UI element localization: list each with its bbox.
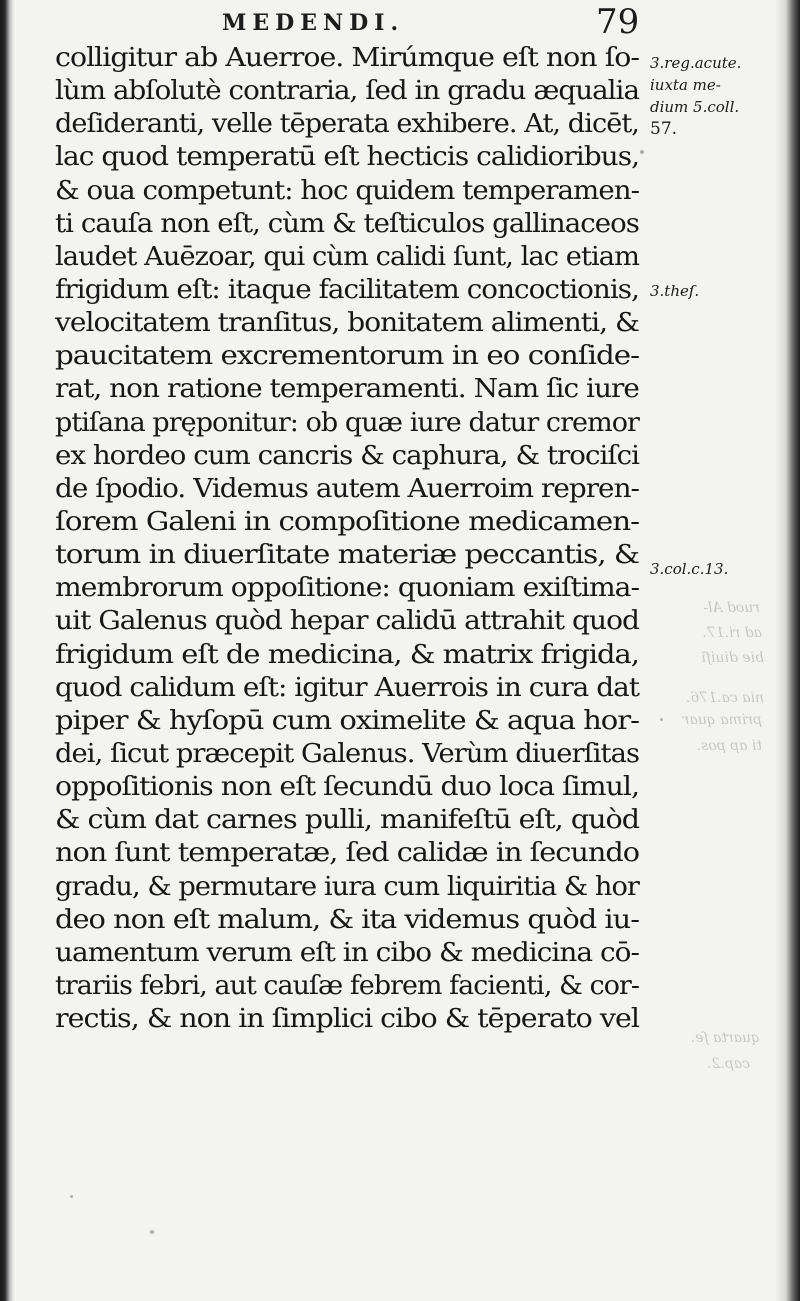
- running-title: MEDENDI.: [222, 10, 405, 36]
- ink-speck: [660, 718, 663, 721]
- text-line: dei, ſicut præcepit Galenus. Verùm diuerſitas: [55, 738, 640, 769]
- margin-note: 3.col.c.13.: [650, 560, 729, 578]
- text-line: ſorem Galeni in compoſitione medicamen-: [55, 506, 639, 537]
- text-line: & cùm dat carnes pulli, manifeſtū eſt, quòd: [55, 805, 639, 836]
- body-text: [55, 42, 650, 1036]
- text-line: lac quod temperatū eſt hecticis calidioribus,: [55, 142, 640, 173]
- text-line: de ſpodio. Videmus autem Auerroim repren-: [55, 473, 640, 504]
- text-line: & oua competunt: hoc quidem temperamen-: [55, 175, 640, 206]
- text-line: ptiſana pręponitur: ob quæ iure datur cremor: [55, 407, 640, 438]
- text-line: uamentum verum eſt in cibo & medicina cō-: [55, 937, 639, 968]
- text-line: rectis, & non in ſimplici cibo & tēperato vel: [55, 1004, 640, 1035]
- text-line: piper & hyſopū cum oximelite & aqua hor-: [55, 705, 639, 736]
- text-line: colligitur ab Auerroe. Mirúmque eſt non ſo-: [55, 43, 639, 73]
- text-line: oppoſitionis non eſt ſecundū duo loca ſimul,: [55, 772, 640, 803]
- text-line: frigidum eſt: itaque facilitatem concoctionis,: [55, 274, 639, 305]
- text-line: torum in diuerſitate materiæ peccantis, &: [55, 540, 639, 571]
- text-line: gradu, & permutare iura cum liquiritia & hor: [55, 871, 639, 902]
- page-number: 79: [596, 2, 640, 42]
- ink-speck: [640, 150, 644, 154]
- page-edge-shadow: [776, 0, 800, 1301]
- text-line: paucitatem excrementorum in eo conſide-: [55, 341, 639, 372]
- text-line: ti cauſa non eſt, cùm & teſticulos gallinaceos: [55, 208, 639, 239]
- text-line: membrorum oppoſitione: quoniam exiſtima-: [55, 573, 640, 604]
- text-line: quod calidum eſt: igitur Auerrois in cura dat: [55, 672, 639, 703]
- text-line: laudet Auēzoar, qui cùm calidi ſunt, lac etiam: [55, 241, 639, 272]
- show-through-text: ruod Al- ad ri.17. bie diuiſi nia ca.176. prima quar ti ap pos. quarta ſe. cap.2.: [682, 600, 764, 1072]
- ink-speck: [150, 1230, 154, 1234]
- text-line: deo non eſt malum, & ita videmus quòd iu-: [55, 904, 639, 935]
- text-line: rat, non ratione temperamenti. Nam ſic iure: [55, 374, 639, 405]
- text-line: trariis febri, aut cauſæ febrem facienti, & cor-: [55, 970, 640, 1001]
- ink-speck: [70, 1195, 73, 1198]
- page-header: [222, 2, 662, 42]
- text-line: lùm abſolutè contraria, ſed in gradu æqualia: [55, 76, 640, 107]
- text-line: ex hordeo cum cancris & caphura, & trociſci: [55, 440, 640, 471]
- text-line: velocitatem tranſitus, bonitatem alimenti, &: [55, 308, 639, 339]
- margin-note: 3.theſ.: [650, 282, 700, 300]
- text-line: frigidum eſt de medicina, & matrix frigida,: [55, 639, 639, 670]
- text-line: deſideranti, velle tēperata exhibere. At, dicēt,: [55, 109, 639, 140]
- page-gutter-shadow: [0, 0, 14, 1301]
- text-line: uit Galenus quòd hepar calidū attrahit quod: [55, 606, 640, 637]
- margin-note: 3.reg.acute. iuxta me- dium 5.coll. 57.: [650, 54, 742, 139]
- text-line: non ſunt temperatæ, ſed calidæ in ſecundo: [55, 838, 640, 869]
